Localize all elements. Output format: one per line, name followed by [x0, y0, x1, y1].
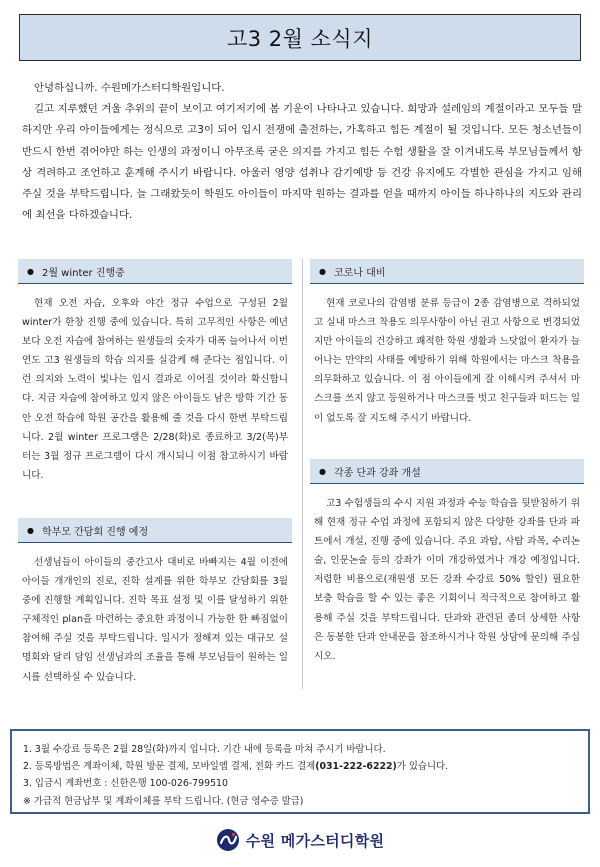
section-body: 선생님들이 아이들의 중간고사 대비로 바빠지는 4월 이전에 아이들 개개인의 진로, 진학 설계를 위한 학부모 간담회를 3월 중에 진행할 계획입니다. 진학 목표 설정 및 이를 달성하기 위한 구체적인 plan을 마련하는 중요한 과정이니 가능한 한 빠짐없이 참여해 주실 것을 부탁드립니다. 일시가 정해져 있는 대규모 설명회와 달리 담임 선생님과의 조율을 통해 부모님들이 원하는 일시를 선택하실 수 있습니다. [22, 557, 288, 683]
column-divider [302, 259, 303, 689]
section-heading: 2월 winter 진행중 [41, 267, 125, 279]
section-classes [310, 459, 584, 666]
page-title-banner [19, 14, 581, 61]
section-header [310, 459, 584, 484]
phone-number: (031-222-6222) [315, 761, 397, 773]
section-header [310, 259, 584, 284]
payment-notice-box [10, 729, 590, 814]
section-parent-meeting [18, 518, 292, 687]
section-heading: 각종 단과 강좌 개설 [333, 467, 421, 479]
section-body: 현재 코로나의 감염병 분류 등급이 2종 감염병으로 격하되었고 실내 마스크 착용도 의무사항이 아닌 권고 사항으로 변경되었지만 아이들의 건강하고 쾌적한 학원 생활과 느닷없이 환자가 늘어나는 만약의 사태를 예방하기 위해 학원에서는 마스크 착용을 의무화하고 있습니다. 이 점 아이들에게 잘 이해시켜 주셔서 마스크를 쓰지 않고 등원하거나 마스크를 벗고 친구들과 떠드는 일이 없도록 잘 지도해 주시기 바랍니다. [314, 298, 580, 424]
bullet-icon: ● [319, 266, 326, 276]
mega-logo-icon [216, 828, 240, 852]
intro-body: 길고 지루했던 겨울 추위의 끝이 보이고 여기저기에 봄 기운이 나타나고 있습니다. 희망과 설레임의 계절이라고 모두들 말하지만 우리 아이들에게는 정식으로 고3이 되어 입시 전쟁에 출전하는, 가혹하고 힘든 계절이 될 것입니다. 모든 청소년들이 반드시 한번 겪어야만 하는 인생의 과정이니 아무조록 굳은 의지를 가지고 힘든 수험 생활을 잘 이겨내도록 부모님들께서 항상 격려하고 조언하고 훈계해 주시기 바랍니다. 아울러 영양 섭취나 감기예방 등 건강 유지에도 각별한 관심을 가지고 임해 주실 것을 부탁드립니다. 늘 그래왔듯이 학원도 아이들이 마지막 원하는 결과를 얻을 때까지 아이들 하나하나의 지도와 관리에 최선을 다하겠습니다. [22, 103, 582, 222]
notice-line-1: 1. 3월 수강료 등록은 2월 28일(화)까지 입니다. 기간 내에 등록을 마쳐 주시기 바랍니다. [23, 744, 386, 755]
bullet-icon: ● [27, 525, 34, 535]
notice-line-2 [23, 758, 578, 775]
section-header [18, 518, 292, 543]
footer-brand [0, 826, 600, 854]
section-winter [18, 259, 292, 485]
section-body: 고3 수험생들의 수시 지원 과정과 수능 학습을 뒷받침하기 위해 현재 정규 수업 과정에 포함되지 않은 다양한 강좌를 단과 파트에서 개설, 진행 중에 있습니다. 주요 과탐, 사탐 과목, 수리논술, 인문논술 등의 강좌가 이미 개강하였거나 개강 예정입니다. 저렴한 비용으로(재원생 모든 강좌 수강료 50% 할인) 필요한 보충 학습을 할 수 있는 좋은 기회이니 적극적으로 참여하고 활용해 주실 것을 부탁드립니다. 단과와 관련된 좀더 상세한 사항은 동봉한 단과 안내문을 참조하시거나 학원 상담에 문의해 주십시오. [314, 498, 580, 662]
section-heading: 코로나 대비 [333, 267, 386, 279]
notice-line-2-prefix: 2. 등록방법은 계좌이체, 학원 방문 결제, 모바일앱 결제, 전화 카드 결제 [23, 761, 316, 773]
page-title: 고3 2월 소식지 [226, 26, 373, 51]
academy-name: 수원 메가스터디학원 [245, 831, 385, 850]
bullet-icon: ● [27, 266, 34, 276]
notice-line-3: 3. 입금시 계좌번호 : 신한은행 100-026-799510 [23, 778, 228, 790]
section-heading: 학부모 간담회 진행 예정 [41, 526, 149, 538]
intro-greeting: 안녕하십니까. 수원메가스터디학원입니다. [34, 82, 225, 94]
notice-line-4: ※ 가급적 현금납부 및 계좌이체를 부탁 드립니다. (현금 영수증 발급) [23, 795, 304, 807]
section-body: 현재 오전 자습, 오후와 야간 정규 수업으로 구성된 2월 winter가 한창 진행 중에 있습니다. 특히 고무적인 사항은 예년보다 오전 자습에 참여하는 원생들의 숫자가 대폭 늘어나서 이번 연도 고3 원생들의 학습 의지를 실감케 해 준다는 점입니다. 이런 의지와 노력이 빛나는 입시 결과로 이어질 것이라 확신합니다. 지금 자습에 참여하고 있지 않은 아이들도 남은 방학 기간 동안 오전 학습에 학원 공간을 활용해 줄 것을 다시 한번 부탁드립니다. 2월 winter 프로그램은 2/28(화)로 종료하고 3/2(목)부터는 3월 정규 프로그램이 다시 개시되니 이점 참고하시기 바랍니다. [22, 298, 288, 481]
intro-letter [22, 78, 582, 226]
bullet-icon: ● [319, 466, 326, 476]
section-header [18, 259, 292, 284]
section-corona [310, 259, 584, 428]
notice-line-2-suffix: 가 있습니다. [396, 761, 449, 773]
